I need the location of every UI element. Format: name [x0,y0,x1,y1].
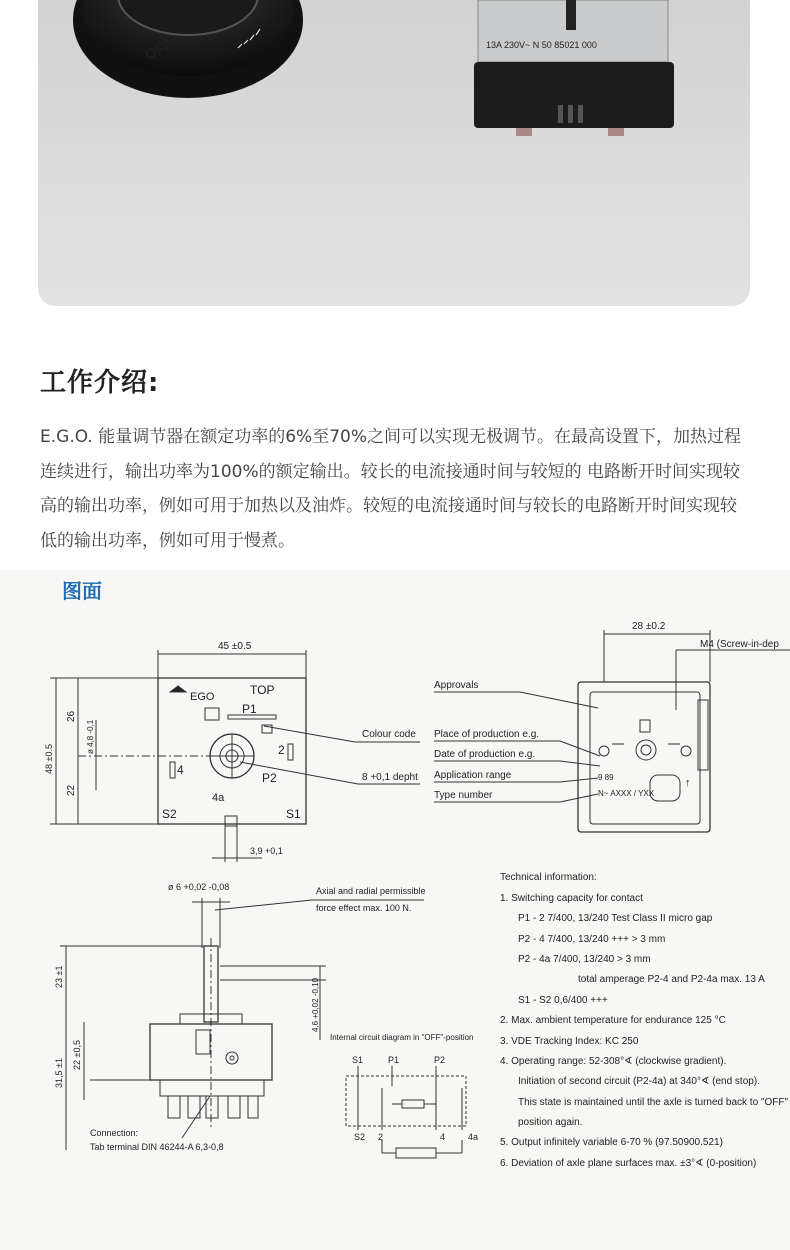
tech-item-8: 3. VDE Tracking Index: KC 250 [500,1036,639,1047]
range-value: 9 89 [598,773,614,782]
technical-drawing [0,570,790,1250]
circuit-4a: 4a [468,1132,479,1142]
label-p2: P2 [262,771,277,785]
dim-offset-39: 3,9 +0,1 [250,846,283,856]
regulator-shaft [566,0,576,30]
tech-item-9: 4. Operating range: 52-308°∢ (clockwise gradient). [500,1056,727,1067]
dim-top-26: 26 [66,710,77,722]
range-label: Application range [434,770,512,781]
label-s1: S1 [286,807,301,821]
colour-code-label: Colour code [362,729,416,740]
label-4: 4 [177,763,184,777]
intro-text: E.G.O. 能量调节器在额定功率的6%至70%之间可以实现无极调节。在最高设置下，加热过程连续进行，输出功率为100%的额定输出。较长的电流接通时间与较短的 电路断开时间实现较高的输出功率，例如可用于加热以及油炸。较短的电流接通时间与较长的电路断开时间实现较低的输出功率，例如可用于慢煮。 [40,427,741,551]
circuit-p1: P1 [388,1055,400,1065]
dim-width-45: 45 ±0.5 [218,641,252,652]
dim-46: 4,6 +0,02 -0,10 [311,977,320,1032]
intro-paragraph [40,420,752,558]
section-heading: 工作介绍: [40,368,160,398]
tech-item-1: 1. Switching capacity for contact [500,893,643,904]
product-photo [38,0,750,306]
dim-31: 31,5 ±1 [54,1058,64,1088]
tech-info-title: Technical information: [500,872,597,883]
tech-item-12: position again. [518,1117,583,1128]
label-top: TOP [250,683,275,697]
dim-23: 23 ±1 [54,965,64,988]
circuit-4: 4 [440,1132,446,1142]
dim-shaft-48: ø 4,8 -0,1 [86,719,95,754]
tech-item-2: P1 - 2 7/400, 13/240 Test Class II micro gap [518,913,713,924]
elevation-view [54,882,426,1152]
tech-info [500,872,788,1169]
label-p1: P1 [242,702,257,716]
screw-label: M4 (Screw-in-dep [700,639,779,650]
connection-spec: Tab terminal DIN 46244-A 6,3-0,8 [90,1142,224,1152]
circuit-s1: S1 [352,1055,364,1065]
dim-width-28: 28 ±0.2 [632,621,666,632]
force-note-1: Axial and radial permissible [316,886,426,896]
force-note-2: force effect max. 100 N. [316,903,412,913]
regulator-body [474,62,674,128]
product-photo-illustration [38,0,750,306]
circuit-caption: Internal circuit diagram in "OFF"-position [330,1033,474,1042]
tech-item-4: P2 - 4a 7/400, 13/240 > 3 mm [518,954,651,965]
side-view [434,621,790,832]
type-value: N~ AXXX / YXX [598,789,655,798]
circuit-diagram [330,1033,478,1158]
label-4a: 4a [212,792,225,804]
tech-item-3: P2 - 4 7/400, 13/240 +++ > 3 mm [518,934,666,945]
tech-item-7: 2. Max. ambient temperature for endurance 125 °C [500,1015,726,1026]
label-2: 2 [278,743,285,757]
tech-item-13: 5. Output infinitely variable 6-70 % (97.50900.521) [500,1137,723,1148]
approvals-label: Approvals [434,680,479,691]
ego-logo: EGO [190,691,215,703]
dim-bottom-22: 22 [66,784,77,796]
date-label: Date of production e.g. [434,749,536,760]
circuit-p2: P2 [434,1055,446,1065]
circuit-s2: S2 [354,1132,366,1142]
knob-off-label: OFF [142,36,175,63]
tech-item-5: total amperage P2-4 and P2-4a max. 13 A [578,974,765,985]
tech-item-10: Initiation of second circuit (P2-4a) at 340°∢ (end stop). [518,1076,760,1087]
place-label: Place of production e.g. [434,729,540,740]
drawing-title: 图面 [62,579,102,603]
tech-item-6: S1 - S2 0,6/400 +++ [518,995,608,1006]
regulator-label: 13A 230V~ N 50 85021 000 [486,40,597,50]
technical-drawing-svg [0,570,790,1250]
dim-height-48: 48 ±0.5 [44,744,54,774]
tech-item-14: 6. Deviation of axle plane surfaces max. ±3°∢ (0-position) [500,1158,757,1169]
connection-label: Connection: [90,1128,139,1138]
circuit-2: 2 [378,1132,384,1142]
tech-item-11: This state is maintained until the axle is turned back to "OFF" [518,1097,788,1108]
dim-shaft-6: ø 6 +0,02 -0,08 [168,882,230,892]
label-s2: S2 [162,807,177,821]
type-label: Type number [434,790,493,801]
front-view [44,641,420,862]
depth-label: 8 +0,1 depht [362,772,418,783]
dim-22: 22 ±0,5 [72,1040,82,1070]
svg-text:↑: ↑ [685,777,691,789]
